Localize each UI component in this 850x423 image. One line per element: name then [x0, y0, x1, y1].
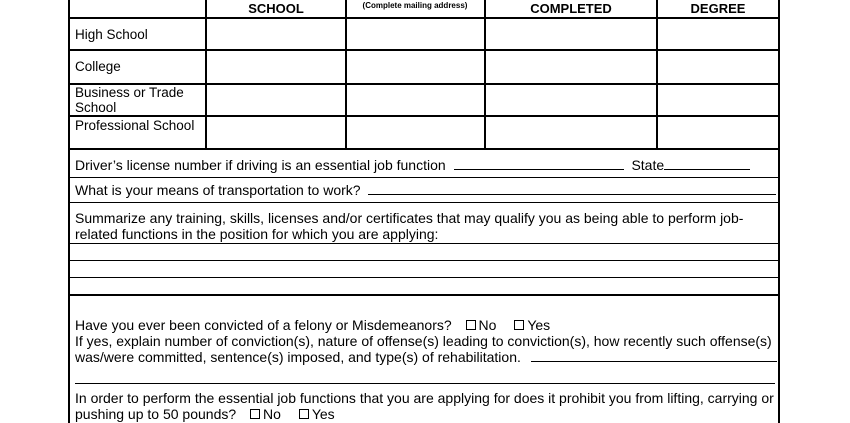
- state-field[interactable]: [664, 157, 750, 170]
- row-label-college: College: [75, 59, 121, 74]
- lifting-no-checkbox[interactable]: [250, 409, 260, 419]
- felony-question: Have you ever been convicted of a felony or Misdemeanors?: [75, 317, 452, 333]
- lifting-yes-label: Yes: [311, 406, 335, 422]
- summary-answer-line-3[interactable]: [70, 278, 778, 294]
- professional-school-degree-field[interactable]: [658, 117, 778, 148]
- trade-school-name-field[interactable]: [207, 85, 345, 115]
- professional-school-name-field[interactable]: [207, 117, 345, 148]
- drivers-license-row: [75, 157, 750, 173]
- lifting-no-label: No: [263, 406, 281, 422]
- lifting-yes-checkbox[interactable]: [299, 409, 309, 419]
- summary-line-1: Summarize any training, skills, licenses and/or certificates that may qualify you as being able to perform job-: [75, 210, 744, 226]
- professional-school-completed-field[interactable]: [486, 117, 656, 148]
- high-school-address-field[interactable]: [347, 19, 484, 49]
- college-degree-field[interactable]: [658, 51, 778, 83]
- felony-no-label: No: [478, 317, 497, 333]
- lifting-row-2: [75, 406, 335, 422]
- trade-school-completed-field[interactable]: [486, 85, 656, 115]
- felony-yes-label: Yes: [527, 317, 551, 333]
- felony-explain-row-2: [75, 349, 777, 365]
- high-school-completed-field[interactable]: [486, 19, 656, 49]
- trade-school-address-field[interactable]: [347, 85, 484, 115]
- felony-answer-line[interactable]: [75, 383, 775, 384]
- summary-answer-line-1[interactable]: [70, 244, 778, 260]
- lifting-line-2: pushing up to 50 pounds?: [75, 406, 237, 422]
- college-name-field[interactable]: [207, 51, 345, 83]
- state-label: State: [631, 157, 665, 173]
- summary-prompt: [75, 210, 775, 242]
- felony-explain-field[interactable]: [531, 349, 777, 362]
- header-degree: DEGREE: [690, 1, 746, 16]
- drivers-license-field[interactable]: [454, 157, 624, 170]
- transportation-row: [75, 182, 776, 198]
- felony-question-row: [75, 317, 550, 333]
- felony-yes-checkbox[interactable]: [514, 320, 524, 330]
- trade-school-degree-field[interactable]: [658, 85, 778, 115]
- transportation-field[interactable]: [368, 182, 776, 195]
- high-school-degree-field[interactable]: [658, 19, 778, 49]
- transportation-prompt: What is your means of transportation to work?: [75, 182, 361, 198]
- row-label-professional-school: Professional School: [75, 118, 195, 133]
- header-address: (Complete mailing address): [362, 1, 468, 10]
- row-label-business-trade-school: Business or Trade School: [75, 85, 184, 115]
- header-completed: COMPLETED: [530, 1, 612, 16]
- lifting-line-1: In order to perform the essential job functions that you are applying for does it prohibit you from lifting, carrying or: [75, 390, 774, 406]
- college-completed-field[interactable]: [486, 51, 656, 83]
- summary-line-2: related functions in the position for which you are applying:: [75, 226, 439, 242]
- high-school-name-field[interactable]: [207, 19, 345, 49]
- header-school: SCHOOL: [248, 1, 304, 16]
- summary-answer-line-2[interactable]: [70, 261, 778, 277]
- college-address-field[interactable]: [347, 51, 484, 83]
- professional-school-address-field[interactable]: [347, 117, 484, 148]
- drivers-license-prompt: Driver’s license number if driving is an essential job function: [75, 157, 446, 173]
- felony-no-checkbox[interactable]: [466, 320, 476, 330]
- row-label-high-school: High School: [75, 27, 148, 42]
- felony-explain-line-1: If yes, explain number of conviction(s), nature of offense(s) leading to conviction(s), how recently such offense(s): [75, 333, 772, 349]
- felony-explain-line-2: was/were committed, sentence(s) imposed, and type(s) of rehabilitation.: [75, 349, 521, 365]
